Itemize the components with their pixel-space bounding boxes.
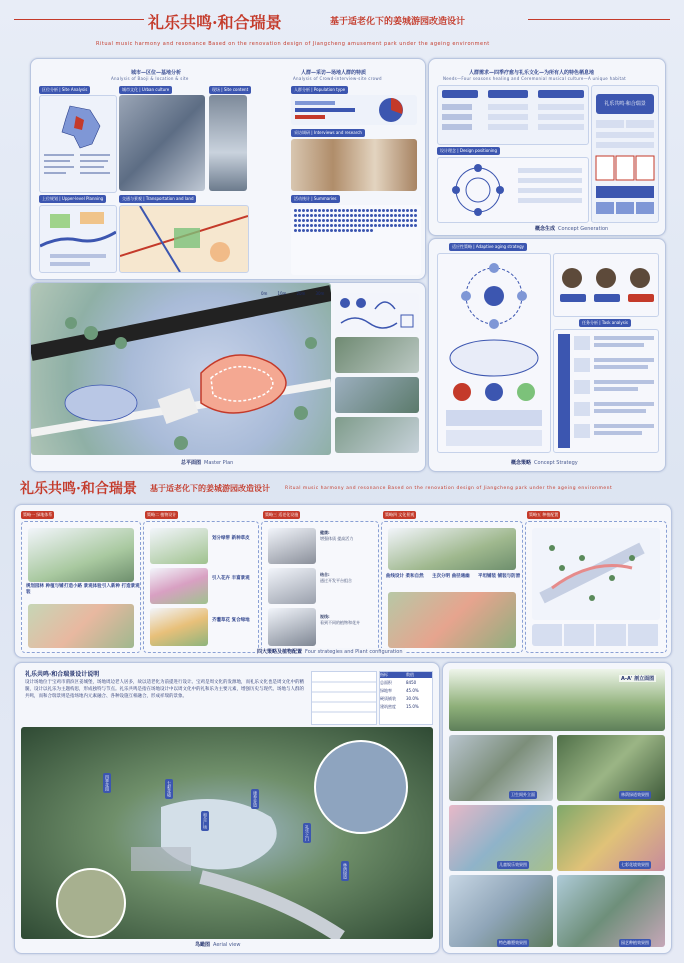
metrics-row	[380, 702, 432, 710]
tag-urban-culture: 城市文化 | Urban culture	[119, 86, 172, 94]
poster-title: 礼乐共鸣·和合瑞景	[148, 13, 282, 32]
tag-site-content: 现场 | Site content	[209, 86, 251, 94]
strategy-1-label-b: 打造小路 景观体验	[64, 584, 102, 589]
metrics-cell: 硬质铺装	[380, 696, 396, 701]
crowd-title: 人群—采访—场地人群的特质	[301, 70, 367, 76]
plan-legend-icons	[335, 293, 419, 333]
strategy-tag-5: 策略五 种植配置	[529, 512, 559, 517]
concept-english: Needs—Four seasons healing and Ceremonial musical culture—A unique habitat	[443, 76, 626, 81]
view-sculpture	[449, 875, 553, 947]
planning-map	[39, 205, 117, 273]
tag-design-positioning: 设计理念 | Design positioning	[437, 147, 500, 155]
concept-strategy-en: Concept Strategy	[534, 460, 578, 466]
strategy-4-illustration	[388, 528, 516, 570]
metrics-cell: 8450	[406, 680, 417, 685]
strategy-3-img-3	[268, 608, 316, 646]
activity-dot-matrix	[291, 205, 421, 275]
strategy-3-img-1	[268, 528, 316, 564]
planting-plan	[532, 528, 660, 620]
strategy-tag-1: 策略一 绿地体系	[23, 512, 53, 517]
metrics-cell: 总面积	[380, 680, 392, 685]
strategy-3-img-2	[268, 568, 316, 604]
needs-diagram-drawing	[438, 86, 588, 144]
design-note-text: 设计场地位于宝鸡市渭滨区姜城堡，场地周边老人居多，故以适老化为前提进行设计。宝鸡是周文化的发源地，而礼乐文化也是周文化中的精髓，设计以礼乐为主题构思，形成独特与节点。礼乐共鸣是指在场地设计中以周文化中的礼和乐为主要元素，增强历史与现代、场地与人群的共鸣，而和合瑞景则是指场地内元素融合、各种设施互相融合，形成祥瑞的景象。	[25, 680, 304, 699]
aerial-caption-en: Aerial view	[213, 942, 241, 948]
strategy-1-illustration	[28, 528, 134, 582]
planting-legend	[532, 624, 660, 646]
aerial-label-3: 和合广场	[203, 813, 208, 829]
site-analysis-panel	[30, 58, 426, 280]
master-plan-map	[31, 283, 331, 455]
master-plan-panel	[30, 282, 426, 472]
concept-strategy-caption	[511, 459, 578, 466]
metrics-cell: 45.0%	[406, 688, 419, 693]
positioning-diagram-drawing	[438, 158, 588, 222]
strategy-4-label-a: 曲线设计 柔和自然	[386, 574, 424, 579]
metrics-table-lines	[312, 672, 376, 724]
strategies-caption-en: Four strategies and Plant configuration	[305, 649, 403, 655]
section2-title: 礼乐共鸣·和合瑞景	[20, 481, 137, 497]
strategy-3-point-1	[320, 530, 374, 542]
concept-title: 人群需求—四季疗愈与礼乐文化—为所有人的特色栖息地	[469, 70, 595, 76]
flow-diagram-drawing	[554, 254, 658, 316]
interview-photos	[291, 139, 417, 191]
poster-subtitle: 基于适老化下的姜城游园改造设计	[330, 17, 466, 27]
adaptive-strategy-drawing	[438, 254, 550, 452]
metrics-col-name: 指标	[380, 672, 388, 677]
region-map	[39, 95, 117, 193]
view-label-children: 儿童娱乐效果图	[499, 862, 527, 867]
scale-10: 10m	[277, 291, 287, 296]
metrics-cell: 30.0%	[406, 696, 419, 701]
aerial-label-6: 林荫绿道	[343, 863, 348, 879]
strategy-1-plan	[28, 604, 134, 648]
section2-english: Ritual music harmony and resonance Based on the renovation design of Jiangcheng park under the ageing environment	[285, 486, 613, 491]
analysis-english: Analysis of Baoji & location & site	[111, 76, 189, 81]
metrics-cell: 建筑密度	[380, 704, 396, 709]
master-plan-caption	[181, 459, 233, 466]
strategy-tag-2: 策略二 植物设计	[147, 512, 177, 517]
adaptive-strategy-diagram	[437, 253, 551, 453]
header-rule-right	[528, 19, 670, 20]
needs-diagram	[437, 85, 589, 145]
metrics-col-value: 数值	[406, 672, 414, 677]
concept-generation-caption	[535, 225, 608, 232]
strategy-3-box	[261, 521, 379, 653]
concept-box	[591, 85, 659, 223]
planning-map-icon	[40, 206, 116, 272]
strategy-5-box	[525, 521, 667, 653]
strategy-2-img-2	[150, 568, 208, 604]
plan-detail-3	[335, 417, 419, 453]
effect-views-panel	[442, 662, 672, 954]
strategy-2-label-2: 引入花卉 丰富景观	[212, 576, 250, 581]
concept-box-drawing	[592, 86, 658, 222]
metrics-cell: 15.0%	[406, 704, 419, 709]
aerial-label-1: 四季花园	[105, 775, 110, 791]
scale-0: 0m	[261, 291, 268, 296]
plan-detail-1	[335, 337, 419, 373]
view-label-greenway: 林荫绿道效果图	[621, 792, 649, 797]
view-label-toilet: 卫生间外立面	[511, 792, 535, 797]
design-note-title: 礼乐共鸣·和合瑞景设计说明	[25, 671, 100, 678]
region-map-icon	[40, 96, 116, 192]
strategy-3-point-2	[320, 572, 374, 584]
strategy-4-box	[381, 521, 523, 653]
metrics-table	[379, 671, 433, 725]
concept-panel	[428, 58, 666, 236]
strategy-3-point-3	[320, 614, 374, 626]
tag-task-analysis: 任务分析 | Task analysis	[579, 319, 631, 327]
strategy-2-label-1: 划分绿带 新种草皮	[212, 536, 250, 541]
tag-summaries: 活动统计 | Summaries	[291, 195, 340, 203]
metrics-row	[380, 694, 432, 702]
strategy-3-point-3-head: 视线:	[320, 614, 330, 619]
metrics-table-left	[311, 671, 377, 725]
transport-map	[119, 205, 249, 273]
concept-box-title: 礼乐共鸣·和合瑞景	[596, 94, 654, 114]
strategy-2-box	[143, 521, 259, 653]
strategy-2-img-3	[150, 608, 208, 646]
strategy-tag-4: 策略四 文化景观	[385, 512, 415, 517]
view-label-flowers: 七彩花境效果图	[621, 862, 649, 867]
metrics-row	[380, 678, 432, 686]
tag-population: 人群分析 | Population type	[291, 86, 348, 94]
concept-generation-en: Concept Generation	[558, 226, 609, 232]
strategy-4-plan	[388, 592, 516, 648]
aerial-view-render	[21, 727, 433, 939]
strategy-tag-3: 策略三 适老化设施	[265, 512, 299, 517]
aerial-panel	[14, 662, 440, 954]
strategies-caption	[255, 648, 405, 655]
strategy-4-label-b: 主次分明 曲径通幽	[432, 574, 470, 579]
task-analysis-drawing	[554, 330, 658, 452]
strategy-4-label-c: 平坦铺装 铺装与防滑	[478, 574, 521, 579]
task-analysis-table	[553, 329, 659, 453]
strategies-panel	[14, 504, 672, 658]
legend-icons-drawing	[335, 293, 419, 333]
crowd-english: Analysis of Crowd-interview-site crowd	[293, 76, 382, 81]
aerial-label-2: 七彩花境	[167, 781, 172, 797]
strategy-1-label-a: 规划园林 种植与铺装	[26, 584, 64, 595]
tag-interviews: 采访调研 | Interviews and research	[291, 129, 365, 137]
view-label-gardening: 园艺种植效果图	[621, 940, 649, 945]
positioning-diagram	[437, 157, 589, 223]
poster-english-title: Ritual music harmony and resonance Based on the renovation design of Jiangcheng amusement park under the ageing environment	[96, 41, 490, 47]
strategy-3-point-1-head: 健康:	[320, 530, 330, 535]
concept-generation-cn: 概念生成	[535, 226, 556, 232]
population-chart	[291, 95, 417, 125]
master-plan-caption-cn: 总平面图	[181, 460, 202, 466]
tag-site-analysis: 区位分析 | Site Analysis	[39, 86, 90, 94]
view-label-sculpture: 特色雕塑效果图	[499, 940, 527, 945]
master-plan-drawing	[31, 283, 331, 455]
flow-diagram	[553, 253, 659, 317]
concept-strategy-panel	[428, 238, 666, 472]
strategy-3-point-1-body: 增强体质 提高活力	[320, 536, 354, 541]
scale-20: 20m	[296, 291, 306, 296]
strategy-1-label-c: 引入新种 打造景观	[102, 584, 140, 589]
strategies-caption-cn: 四大策略及植物配置	[257, 649, 303, 655]
scale-30: 30m	[315, 291, 325, 296]
aerial-caption-cn: 鸟瞰图	[195, 942, 211, 948]
section2-subtitle: 基于适老化下的姜城游园改造设计	[150, 484, 270, 493]
section-label: A-A' 剖立面图	[621, 676, 655, 682]
view-gardening	[557, 875, 665, 947]
metrics-cell: 绿地率	[380, 688, 392, 693]
tag-transportation: 交通与景观 | Transportation and land	[119, 195, 196, 203]
strategy-2-label-3: 齐灌草花 复合绿地	[212, 618, 250, 623]
strategy-1-box	[21, 521, 141, 653]
aerial-label-4: 康养步道	[253, 791, 258, 807]
site-photos	[209, 95, 247, 191]
analysis-title: 城市—区位—基地分析	[131, 70, 182, 76]
strategy-3-point-2-head: 结合:	[320, 572, 330, 577]
plan-detail-2	[335, 377, 419, 413]
population-chart-icon	[291, 95, 417, 125]
header-rule-left	[14, 19, 144, 20]
culture-photos	[119, 95, 205, 191]
planting-plan-drawing	[532, 528, 660, 620]
metrics-row	[380, 686, 432, 694]
transport-map-icon	[120, 206, 248, 272]
strategy-2-img-1	[150, 528, 208, 564]
aerial-label-5: 礼乐之门	[305, 825, 310, 841]
view-toilet	[449, 735, 553, 801]
strategy-3-point-3-body: 看到不同的植物和花卉	[320, 620, 360, 625]
strategy-3-point-2-body: 通过开发平台组合	[320, 578, 352, 583]
tag-upper-planning: 上位规划 | Upper-level Planning	[39, 195, 106, 203]
concept-strategy-cn: 概念策略	[511, 460, 532, 466]
aerial-caption	[195, 941, 240, 948]
scale-bar	[261, 291, 324, 296]
tag-adaptive-strategy: 适应性策略 | Adaptive aging strategy	[449, 243, 527, 251]
aerial-view-drawing	[21, 727, 433, 939]
master-plan-caption-en: Master Plan	[204, 460, 234, 466]
